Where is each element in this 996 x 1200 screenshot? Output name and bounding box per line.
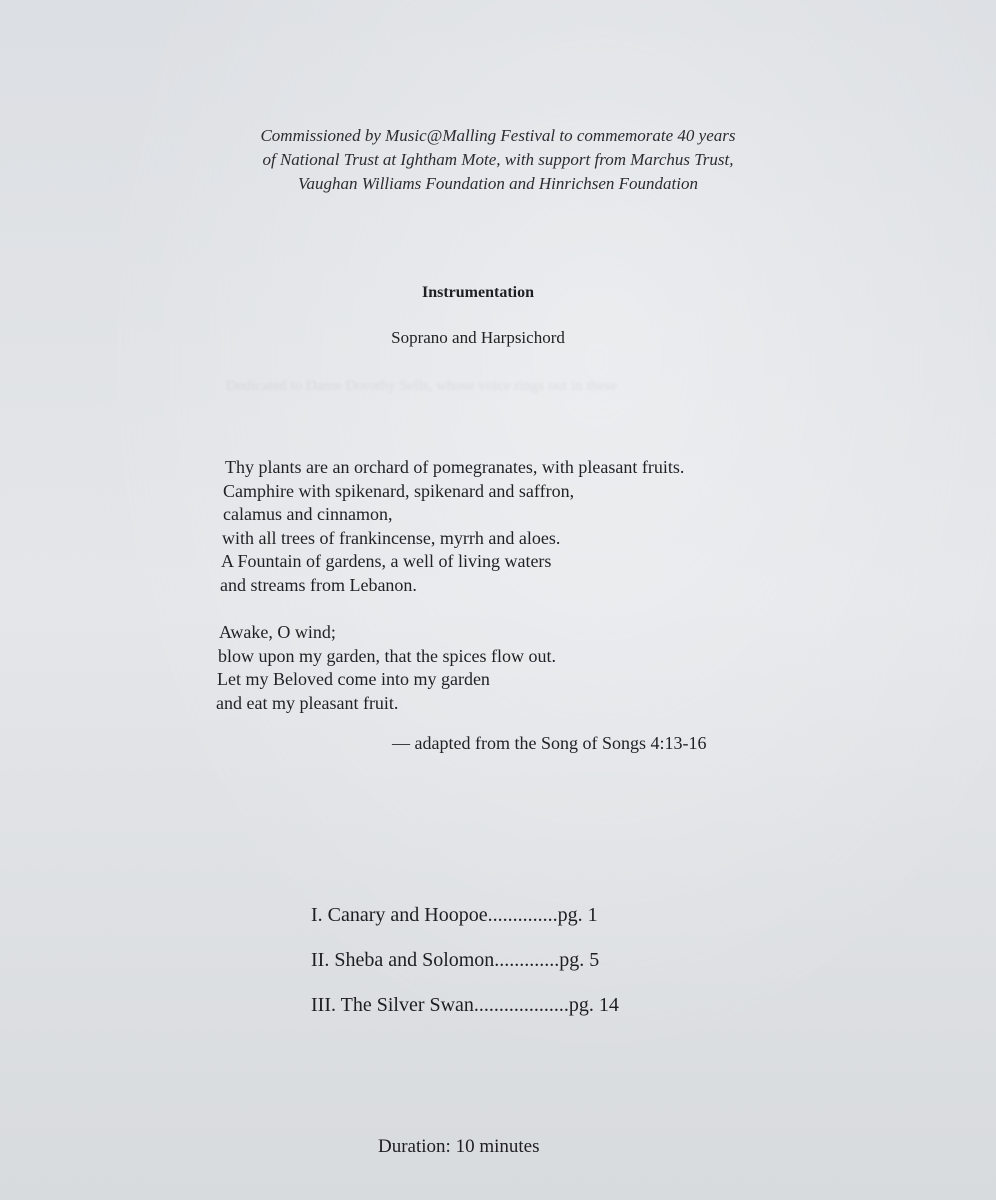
poem-line: and streams from Lebanon. (220, 574, 417, 595)
duration: Duration: 10 minutes (378, 1136, 540, 1157)
faded-dedication: Dedicated to Dame Dorothy Sells, whose voice rings out in these (226, 378, 618, 394)
poem-stanza-1 (0, 456, 996, 597)
poem-line: A Fountain of gardens, a well of living waters (221, 551, 552, 571)
poem-stanza-2 (0, 621, 996, 715)
commission-note (0, 124, 996, 196)
poem-line: Camphire with spikenard, spikenard and saffron, (223, 480, 575, 501)
instrumentation-value: Soprano and Harpsichord (391, 328, 565, 347)
table-of-contents (311, 893, 619, 1028)
poem-line: with all trees of frankincense, myrrh and aloes. (222, 527, 561, 548)
poem-line: calamus and cinnamon, (223, 504, 393, 524)
poem-line: Let my Beloved come into my garden (217, 669, 490, 689)
contents-item: III. The Silver Swan...................pg. 14 (311, 994, 619, 1016)
poem-line: and eat my pleasant fruit. (216, 692, 399, 713)
poem-line: Awake, O wind; (219, 622, 336, 642)
instrumentation-heading: Instrumentation (421, 284, 534, 301)
poem-attribution: — adapted from the Song of Songs 4:13-16 (392, 733, 707, 753)
commission-line: Vaughan Williams Foundation and Hinrichsen Foundation (298, 174, 698, 193)
poem-line: Thy plants are an orchard of pomegranates, with pleasant fruits. (225, 457, 685, 477)
commission-line: Commissioned by Music@Malling Festival to commemorate 40 years (260, 126, 736, 145)
contents-item: I. Canary and Hoopoe..............pg. 1 (311, 904, 598, 926)
commission-line: of National Trust at Ightham Mote, with support from Marchus Trust, (262, 150, 734, 169)
poem-line: blow upon my garden, that the spices flow out. (218, 645, 556, 666)
contents-item: II. Sheba and Solomon.............pg. 5 (311, 949, 600, 971)
